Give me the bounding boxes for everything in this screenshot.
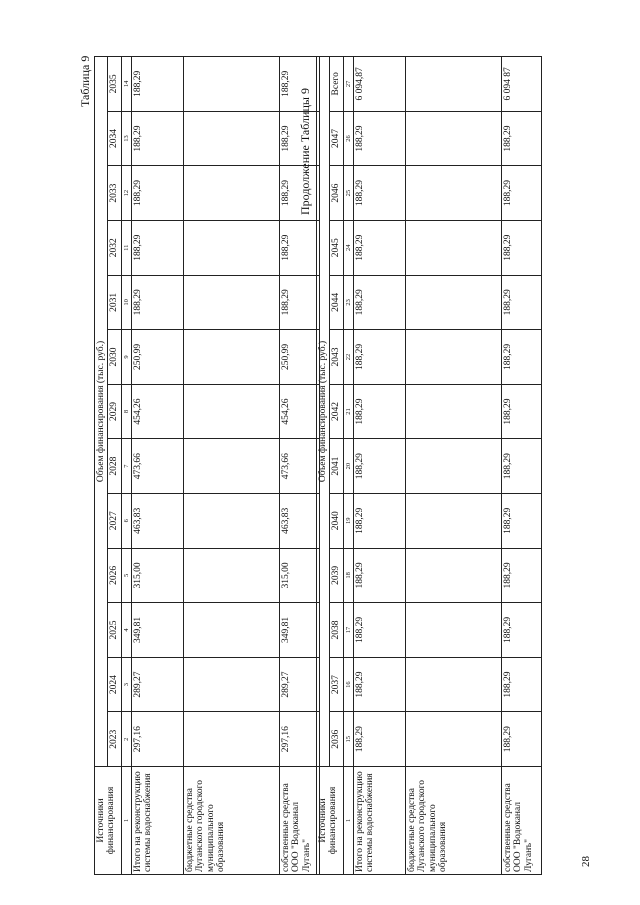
- cell-value: [406, 330, 502, 385]
- year-header: Всего: [330, 56, 343, 111]
- year-header: 2024: [108, 657, 121, 712]
- column-number: 20: [343, 439, 353, 494]
- column-number: 6: [121, 493, 131, 548]
- cell-value: 188,29: [502, 548, 542, 603]
- cell-value: [406, 384, 502, 439]
- cell-value: [406, 712, 502, 767]
- column-number: 26: [343, 111, 353, 166]
- cell-value: 188,29: [280, 220, 320, 275]
- cell-value: 463,83: [132, 493, 184, 548]
- cell-value: 188,29: [132, 111, 184, 166]
- column-number: 4: [121, 603, 131, 658]
- year-header: 2031: [108, 275, 121, 330]
- cell-value: 188,29: [280, 275, 320, 330]
- cell-value: 188,29: [502, 220, 542, 275]
- cell-value: [184, 275, 280, 330]
- column-number: 10: [121, 275, 131, 330]
- year-row: [330, 56, 343, 874]
- cell-value: [184, 384, 280, 439]
- cell-value: 289,27: [280, 657, 320, 712]
- cell-value: [184, 166, 280, 221]
- cell-value: 315,00: [280, 548, 320, 603]
- table-row: [502, 56, 542, 874]
- cell-value: 6 094 87: [502, 56, 542, 111]
- source-header: Источники финансирования: [317, 767, 344, 875]
- column-number: 12: [121, 166, 131, 221]
- year-header: 2030: [108, 330, 121, 385]
- cell-value: 188,29: [280, 111, 320, 166]
- cell-value: 188,29: [502, 712, 542, 767]
- cell-value: 188,29: [132, 166, 184, 221]
- cell-value: 188,29: [132, 56, 184, 111]
- cell-value: 188,29: [354, 548, 406, 603]
- year-header: 2038: [330, 603, 343, 658]
- year-header: 2039: [330, 548, 343, 603]
- cell-value: 188,29: [502, 275, 542, 330]
- year-header: 2040: [330, 493, 343, 548]
- financing-table-part2: [316, 56, 542, 875]
- column-number: 18: [343, 548, 353, 603]
- column-number: 23: [343, 275, 353, 330]
- header-row: [317, 56, 330, 874]
- cell-value: [184, 603, 280, 658]
- volume-header: Объем финансирования (тыс. руб.): [317, 56, 330, 766]
- cell-value: 6 094,87: [354, 56, 406, 111]
- column-number-row: [343, 56, 353, 874]
- cell-value: 188,29: [502, 657, 542, 712]
- cell-value: 188,29: [502, 603, 542, 658]
- column-number: 1: [343, 767, 353, 875]
- financing-table-part1: [94, 56, 320, 875]
- table-row: [184, 56, 280, 874]
- cell-value: [406, 275, 502, 330]
- table-row: [354, 56, 406, 874]
- column-number-row: [121, 56, 131, 874]
- cell-value: 188,29: [354, 275, 406, 330]
- header-row: [95, 56, 108, 874]
- table2-caption: Продолжение Таблицы 9: [298, 88, 312, 215]
- year-header: 2042: [330, 384, 343, 439]
- column-number: 2: [121, 712, 131, 767]
- cell-value: 315,00: [132, 548, 184, 603]
- cell-value: 188,29: [502, 384, 542, 439]
- column-number: 27: [343, 56, 353, 111]
- column-number: 13: [121, 111, 131, 166]
- year-header: 2033: [108, 166, 121, 221]
- cell-value: 188,29: [354, 712, 406, 767]
- cell-value: [184, 439, 280, 494]
- year-header: 2046: [330, 166, 343, 221]
- year-header: 2047: [330, 111, 343, 166]
- year-header: 2045: [330, 220, 343, 275]
- column-number: 9: [121, 330, 131, 385]
- cell-value: 188,29: [354, 657, 406, 712]
- cell-value: [184, 657, 280, 712]
- cell-value: [406, 548, 502, 603]
- cell-value: 349,81: [280, 603, 320, 658]
- cell-value: 188,29: [132, 275, 184, 330]
- year-header: 2043: [330, 330, 343, 385]
- cell-value: 188,29: [502, 166, 542, 221]
- cell-value: [406, 657, 502, 712]
- cell-value: [406, 603, 502, 658]
- cell-value: 473,66: [132, 439, 184, 494]
- cell-value: 454,26: [132, 384, 184, 439]
- cell-value: 188,29: [354, 603, 406, 658]
- year-header: 2025: [108, 603, 121, 658]
- column-number: 8: [121, 384, 131, 439]
- year-header: 2027: [108, 493, 121, 548]
- cell-value: 188,29: [502, 439, 542, 494]
- cell-value: [184, 548, 280, 603]
- year-header: 2034: [108, 111, 121, 166]
- cell-value: 188,29: [354, 111, 406, 166]
- cell-value: 250,99: [132, 330, 184, 385]
- cell-value: 289,27: [132, 657, 184, 712]
- volume-header: Объем финансирования (тыс. руб.): [95, 56, 108, 766]
- row-label: Итого на реконструкцию системы водоснабжения: [132, 767, 184, 875]
- cell-value: [184, 220, 280, 275]
- cell-value: 297,16: [132, 712, 184, 767]
- cell-value: 188,29: [280, 166, 320, 221]
- cell-value: [184, 330, 280, 385]
- cell-value: 188,29: [354, 384, 406, 439]
- row-label: бюджетные средства Луганского городского муниципального образования: [406, 767, 502, 875]
- cell-value: 463,83: [280, 493, 320, 548]
- cell-value: [184, 712, 280, 767]
- year-row: [108, 56, 121, 874]
- cell-value: 454,26: [280, 384, 320, 439]
- column-number: 17: [343, 603, 353, 658]
- cell-value: 188,29: [354, 166, 406, 221]
- column-number: 1: [121, 767, 131, 875]
- column-number: 25: [343, 166, 353, 221]
- column-number: 7: [121, 439, 131, 494]
- cell-value: 349,81: [132, 603, 184, 658]
- cell-value: [406, 166, 502, 221]
- column-number: 15: [343, 712, 353, 767]
- cell-value: [406, 220, 502, 275]
- page-number: 28: [580, 856, 592, 867]
- column-number: 19: [343, 493, 353, 548]
- column-number: 5: [121, 548, 131, 603]
- cell-value: 188,29: [354, 220, 406, 275]
- year-header: 2032: [108, 220, 121, 275]
- row-label: бюджетные средства Луганского городского муниципального образования: [184, 767, 280, 875]
- cell-value: 188,29: [502, 330, 542, 385]
- row-label: Итого на реконструкцию системы водоснабжения: [354, 767, 406, 875]
- row-label: собственные средства ООО "Водоканал Луганъ": [280, 767, 320, 875]
- column-number: 24: [343, 220, 353, 275]
- cell-value: [406, 439, 502, 494]
- cell-value: [184, 56, 280, 111]
- year-header: 2035: [108, 56, 121, 111]
- year-header: 2029: [108, 384, 121, 439]
- row-label: собственные средства ООО "Водоканал Луганъ": [502, 767, 542, 875]
- year-header: 2023: [108, 712, 121, 767]
- cell-value: 188,29: [502, 493, 542, 548]
- cell-value: [184, 111, 280, 166]
- column-number: 16: [343, 657, 353, 712]
- cell-value: 188,29: [354, 493, 406, 548]
- cell-value: 188,29: [132, 220, 184, 275]
- source-header: Источники финансирования: [95, 767, 122, 875]
- cell-value: 297,16: [280, 712, 320, 767]
- column-number: 21: [343, 384, 353, 439]
- year-header: 2026: [108, 548, 121, 603]
- cell-value: 188,29: [354, 439, 406, 494]
- cell-value: 250,99: [280, 330, 320, 385]
- year-header: 2041: [330, 439, 343, 494]
- table-row: [406, 56, 502, 874]
- cell-value: [184, 493, 280, 548]
- column-number: 3: [121, 657, 131, 712]
- cell-value: 188,29: [354, 330, 406, 385]
- year-header: 2044: [330, 275, 343, 330]
- column-number: 11: [121, 220, 131, 275]
- cell-value: 188,29: [502, 111, 542, 166]
- cell-value: [406, 56, 502, 111]
- cell-value: [406, 111, 502, 166]
- cell-value: 188,29: [280, 56, 320, 111]
- column-number: 14: [121, 56, 131, 111]
- year-header: 2028: [108, 439, 121, 494]
- table-row: [132, 56, 184, 874]
- cell-value: 473,66: [280, 439, 320, 494]
- table1-caption: Таблица 9: [78, 55, 92, 107]
- year-header: 2037: [330, 657, 343, 712]
- year-header: 2036: [330, 712, 343, 767]
- column-number: 22: [343, 330, 353, 385]
- cell-value: [406, 493, 502, 548]
